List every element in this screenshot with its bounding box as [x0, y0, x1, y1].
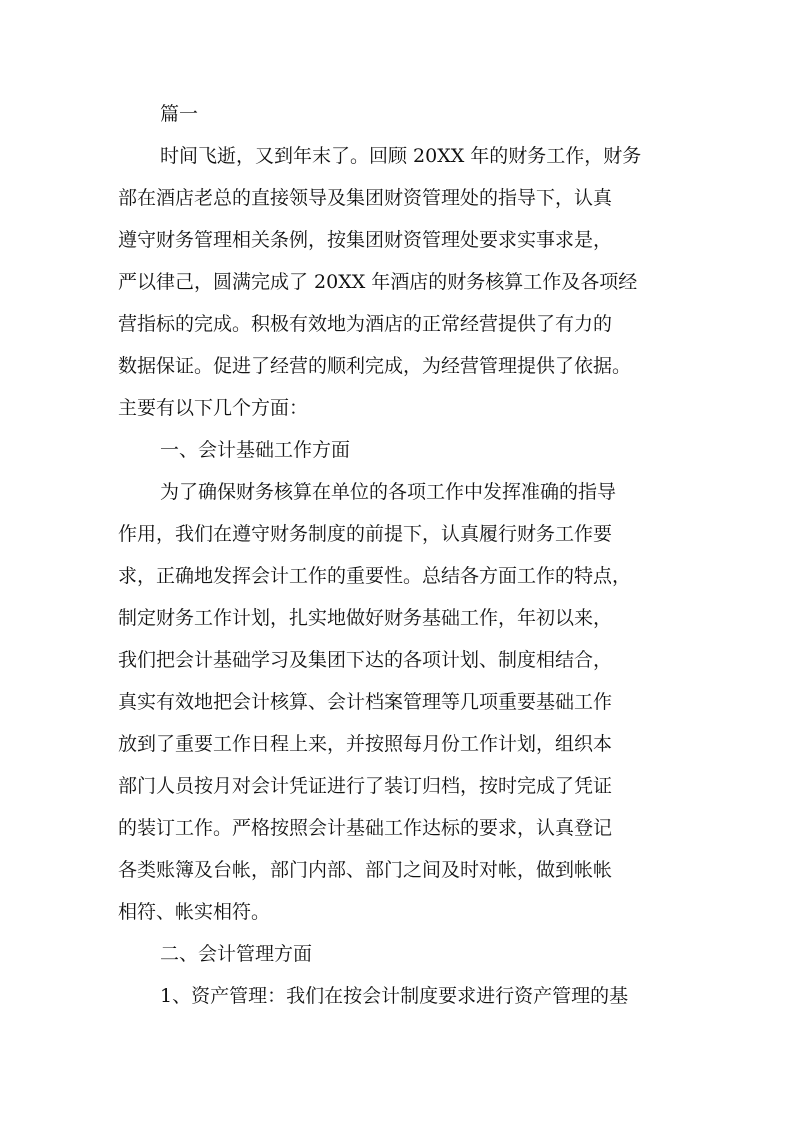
document-body [118, 93, 678, 1017]
text-line: 为了确保财务核算在单位的各项工作中发挥准确的指导 [160, 481, 617, 503]
text-line: 作用，我们在遵守财务制度的前提下，认真履行财务工作要 [118, 523, 613, 545]
text-line: 我们把会计基础学习及集团下达的各项计划、制度相结合， [118, 649, 613, 671]
paragraph-intro [118, 135, 678, 429]
paragraph-asset-management [118, 975, 678, 1017]
text-line: 主要有以下几个方面： [118, 397, 309, 419]
text-line: 放到了重要工作日程上来，并按照每月份工作计划，组织本 [118, 733, 613, 755]
text-line: 部门人员按月对会计凭证进行了装订归档，按时完成了凭证 [118, 775, 613, 797]
text-line: 制定财务工作计划，扎实地做好财务基础工作，年初以来， [118, 607, 613, 629]
text-line: 时间飞逝，又到年末了。回顾 20XX 年的财务工作，财务 [160, 145, 642, 167]
text-line: 相符、帐实相符。 [118, 901, 271, 923]
section-title-accounting-basics: 一、会计基础工作方面 [160, 439, 351, 461]
text-line: 真实有效地把会计核算、会计档案管理等几项重要基础工作 [118, 691, 613, 713]
text-line: 数据保证。促进了经营的顺利完成，为经营管理提供了依据。 [118, 355, 632, 377]
text-line: 的装订工作。严格按照会计基础工作达标的要求，认真登记 [118, 817, 613, 839]
paragraph-accounting-basics [118, 471, 678, 933]
section-title-accounting-management: 二、会计管理方面 [160, 943, 313, 965]
text-line: 严以律己，圆满完成了 20XX 年酒店的财务核算工作及各项经 [118, 271, 638, 293]
document-heading: 篇一 [160, 103, 199, 125]
text-line: 遵守财务管理相关条例，按集团财资管理处要求实事求是， [118, 229, 613, 251]
text-line: 各类账簿及台帐，部门内部、部门之间及时对帐，做到帐帐 [118, 859, 613, 881]
text-line: 部在酒店老总的直接领导及集团财资管理处的指导下，认真 [118, 187, 613, 209]
text-line: 营指标的完成。积极有效地为酒店的正常经营提供了有力的 [118, 313, 613, 335]
text-line: 1、资产管理：我们在按会计制度要求进行资产管理的基 [160, 985, 629, 1007]
text-line: 求，正确地发挥会计工作的重要性。总结各方面工作的特点， [118, 565, 632, 587]
